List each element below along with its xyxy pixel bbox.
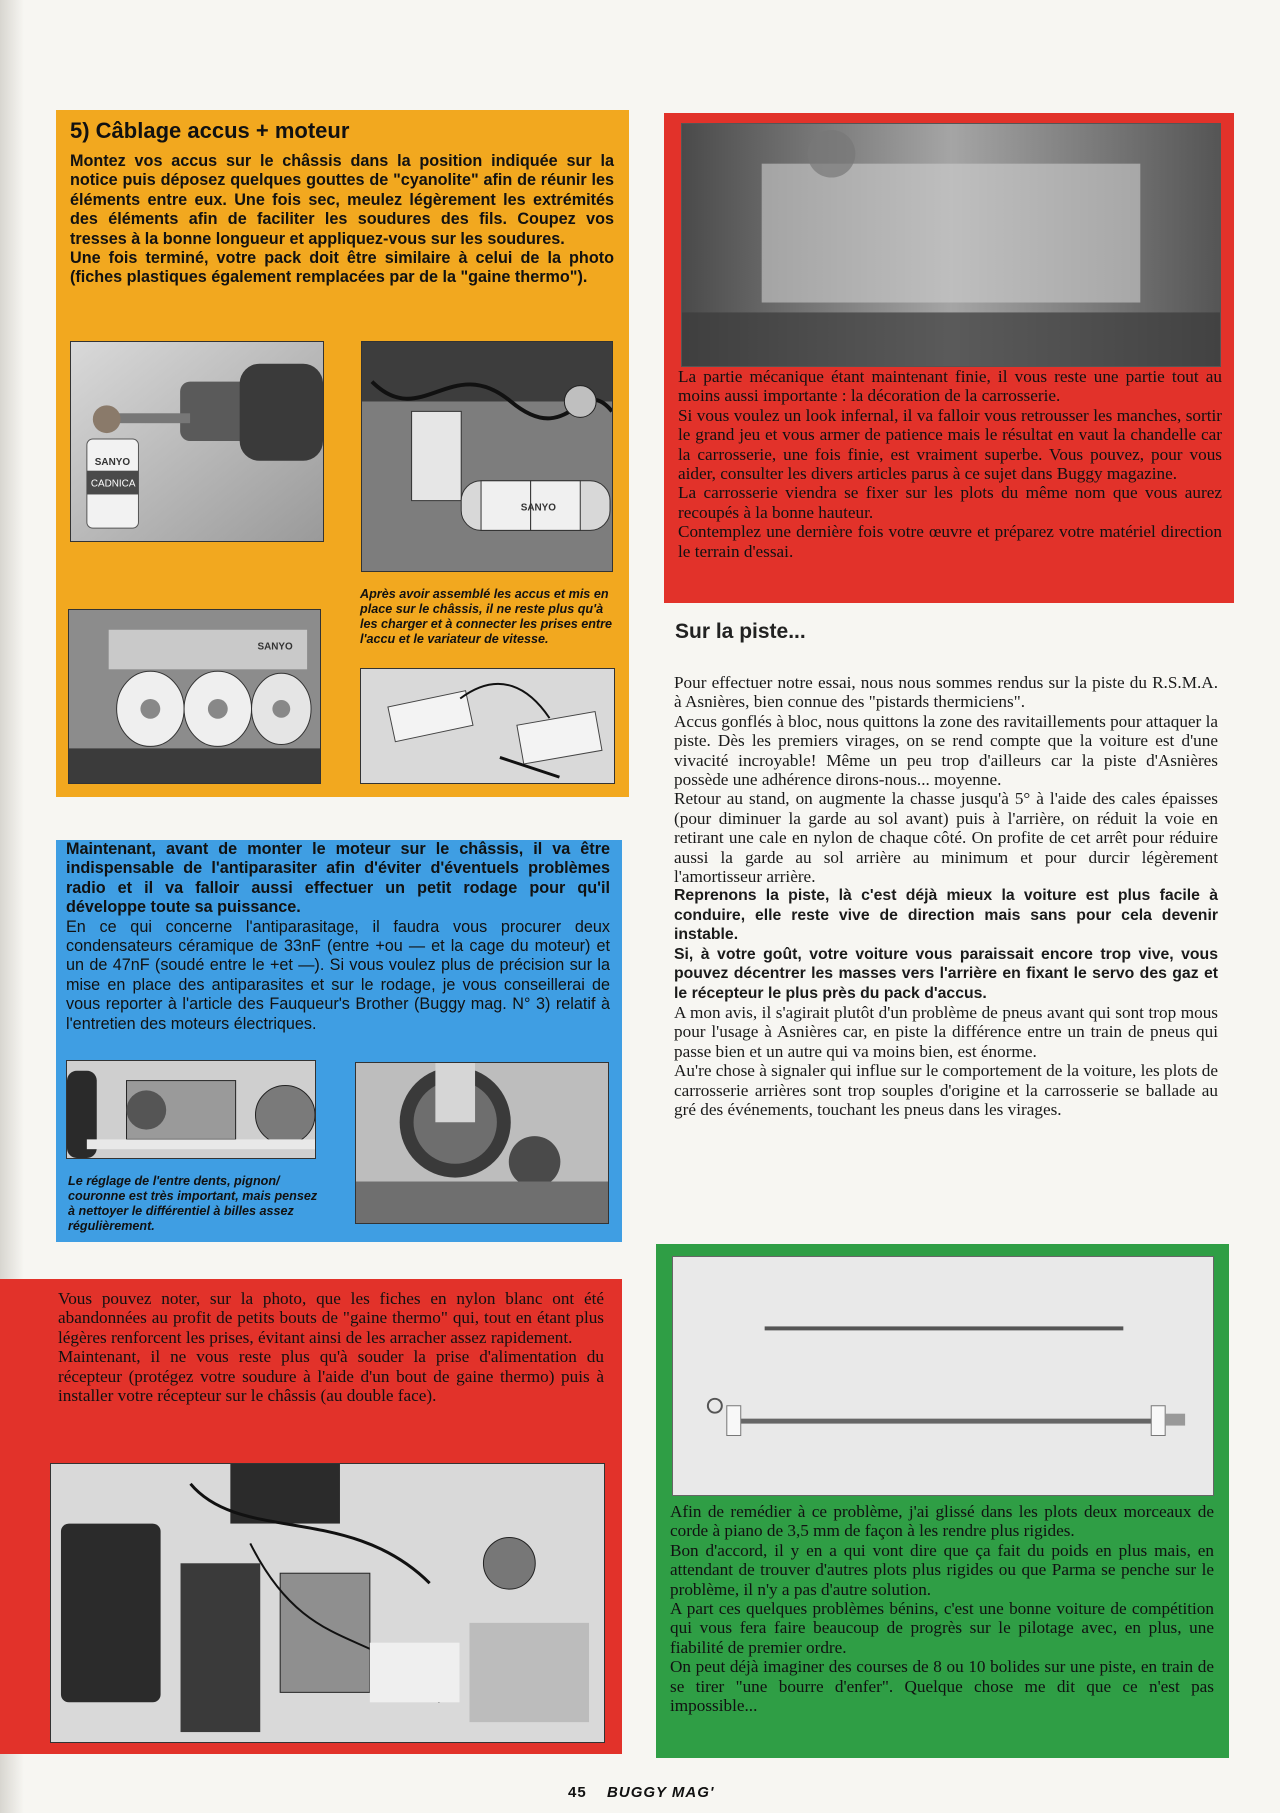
body-paragraph: Contemplez une dernière fois votre œuvre et préparez votre matériel direction le terrain d'essai. [678,522,1222,561]
photo-blurred-chassis [681,123,1221,367]
posts-text [670,1502,1214,1715]
track-section-title: Sur la piste... [675,620,806,643]
photo-receiver-installation [50,1463,605,1743]
page-number: 45 [568,1784,587,1801]
track-paragraph: Accus gonflés à bloc, nous quittons la zone des ravitaillements pour attaquer la piste. Dès les premiers virages, on se rend compte que la voiture est d'une vivacité incroyable! Même un peu trop d'ailleurs car la piste d'Asnières possède une adhérence dirons-nous... moyenne. [674,711,1218,790]
photo-motor-on-chassis [66,1060,316,1159]
cabling-paragraph: Montez vos accus sur le châssis dans la position indiquée sur la notice puis déposez quelques gouttes de "cyanolite" afin de réunir les éléments entre eux. Une fois sec, meulez légèrement les extrémités des éléments afin de faciliter les soudures des fils. Coupez vos tresses à la bonne longueur et appliquez-vous sur les soudures. [70,152,614,248]
cell-brand-label: SANYO [257,641,293,653]
cabling-title: 5) Câblage accus + moteur [70,118,350,143]
cabling-photo-caption: Après avoir assemblé les accus et mis en place sur le châssis, il ne reste plus qu'à les charger et à connecter les prises entre l'accu et le variateur de vitesse. [360,587,612,646]
motor-section [56,840,622,1242]
track-paragraph-bold: Si, à votre goût, votre voiture vous paraissait encore trop vive, vous pouvez décentrer les masses vers l'arrière en fixant le servo des gaz et le récepteur le plus près du pack d'accus. [674,945,1218,1002]
magazine-name: BUGGY MAG' [607,1784,715,1801]
body-paragraph: Si vous voulez un look infernal, il va falloir vous retrousser les manches, sortir le grand jeu et vous armer de patience mais le résultat en vaut la chandelle car la carrosserie, une fois finie, est vraiment superbe. Vous pouvez, pour vous aider, consulter les divers articles parus à ce sujet dans Buggy magazine. [678,405,1222,484]
motor-photo-caption: Le réglage de l'entre dents, pignon/ couronne est très important, mais pensez à nettoyer le différentiel à billes assez régulièrement. [68,1174,318,1233]
receiver-paragraph: Vous pouvez noter, sur la photo, que les fiches en nylon blanc ont été abandonnées au profit de petits bouts de "gaine thermo" qui, tout en étant plus légères renforcent les prises, évitant ainsi de les arracher assez rapidement. [58,1289,604,1347]
posts-paragraph: A part ces quelques problèmes bénins, c'est une bonne voiture de compétition qui vous fera faire beaucoup de progrès sur le pilotage avec, en plus, une fiabilité de premier ordre. [670,1599,1214,1657]
photo-spur-gear-pinion [355,1062,609,1224]
track-paragraph: A mon avis, il s'agirait plutôt d'un problème de pneus avant qui sont trop mous pour l'usage à Asnières car, en piste la différence entre un train de pneus qui passe bien et un autre qui va moins bien, est énorme. [674,1002,1218,1061]
posts-paragraph: On peut déjà imaginer des courses de 8 ou 10 bolides sur une piste, en train de se tirer "une bourre d'enfer". Quelque chose me dit que ce n'est pas impossible... [670,1657,1214,1716]
body-paragraph: La carrosserie viendra se fixer sur les plots du même nom que vous aurez recoupés à la bonne hauteur. [678,483,1222,522]
photo-finished-battery-packs [360,668,615,784]
cabling-text [70,152,614,288]
photo-drill-sanding-cell [70,341,324,542]
cell-brand-label: SANYO [520,502,556,514]
receiver-section [0,1279,622,1754]
motor-paragraph: En ce qui concerne l'antiparasitage, il faudra vous procurer deux condensateurs céramique de 33nF (entre +ou — et la cage du moteur) et un de 47nF (soudé entre le +et —). Si vous voulez plus de précision sur la mise en place des antiparasites et sur le rodage, je vous conseillerai de vous reporter à l'article des Fauqueur's Brother (Buggy mag. N° 3) relatif à l'entretien des moteurs électriques. [66,917,610,1033]
body-text [678,367,1222,561]
motor-paragraph-intro: Maintenant, avant de monter le moteur sur le châssis, il va être indispensable de l'antiparasiter afin d'éviter d'éventuels problèmes radio et il va falloir aussi effectuer un petit rodage pour qu'il développe toute sa puissance. [66,840,610,917]
track-paragraph-bold: Reprenons la piste, là c'est déjà mieux la voiture est plus facile à conduire, elle reste vive de direction mais sans pour cela devenir instable. [674,887,1218,944]
posts-paragraph: Afin de remédier à ce problème, j'ai glissé dans les plots deux morceaux de corde à piano de 3,5 mm de façon à les rendre plus rigides. [670,1502,1214,1541]
posts-paragraph: Bon d'accord, il y en a qui vont dire que ça fait du poids en plus mais, en attendant de trouver d'autres plots plus rigides ou que Parma se penche sur le problème, il n'y a pas d'autre solution. [670,1540,1214,1599]
photo-battery-pack-closeup [68,609,321,784]
body-paragraph: La partie mécanique étant maintenant finie, il vous reste une partie tout au moins aussi importante : la décoration de la carrosserie. [678,367,1222,406]
track-text [674,673,1218,1119]
cabling-paragraph: Une fois terminé, votre pack doit être similaire à celui de la photo (fiches plastiques également remplacées par de la "gaine thermo"). [70,249,614,287]
receiver-paragraph: Maintenant, il ne vous reste plus qu'à souder la prise d'alimentation du récepteur (protégez votre soudure à l'aide d'un bout de gaine thermo) puis à installer votre récepteur sur le châssis (au double face). [58,1347,604,1406]
cabling-section [56,110,629,797]
track-paragraph: Au're chose à signaler qui influe sur le comportement de la voiture, les plots de carrosserie arrières sont trop souples d'origine et la carrosserie se ballade au gré des événements, touchant les pneus dans les virages. [674,1061,1218,1119]
cell-model-label: CADNICA [90,478,136,490]
body-posts-section [656,1244,1229,1758]
body-decoration-section [664,113,1234,603]
track-paragraph: Retour au stand, on augmente la chasse jusqu'à 5° à l'aide des cales épaisses (pour diminuer la garde au sol avant) puis à l'arrière, on réduit la voie en retirant une cale en nylon de chaque côté. On profite de cet arrêt pour réduire aussi la garde au sol arrière au minimum et pour durcir légèrement l'amortisseur arrière. [674,789,1218,887]
photo-cells-on-chassis [361,341,613,572]
photo-piano-wire-body-posts [672,1256,1214,1496]
motor-text [66,840,610,1034]
track-paragraph: Pour effectuer notre essai, nous nous sommes rendus sur la piste du R.S.M.A. à Asnières, bien connue des "pistards thermiciens". [674,673,1218,712]
page-footer [568,1784,715,1801]
receiver-text [58,1289,604,1405]
cell-brand-label: SANYO [94,456,131,468]
